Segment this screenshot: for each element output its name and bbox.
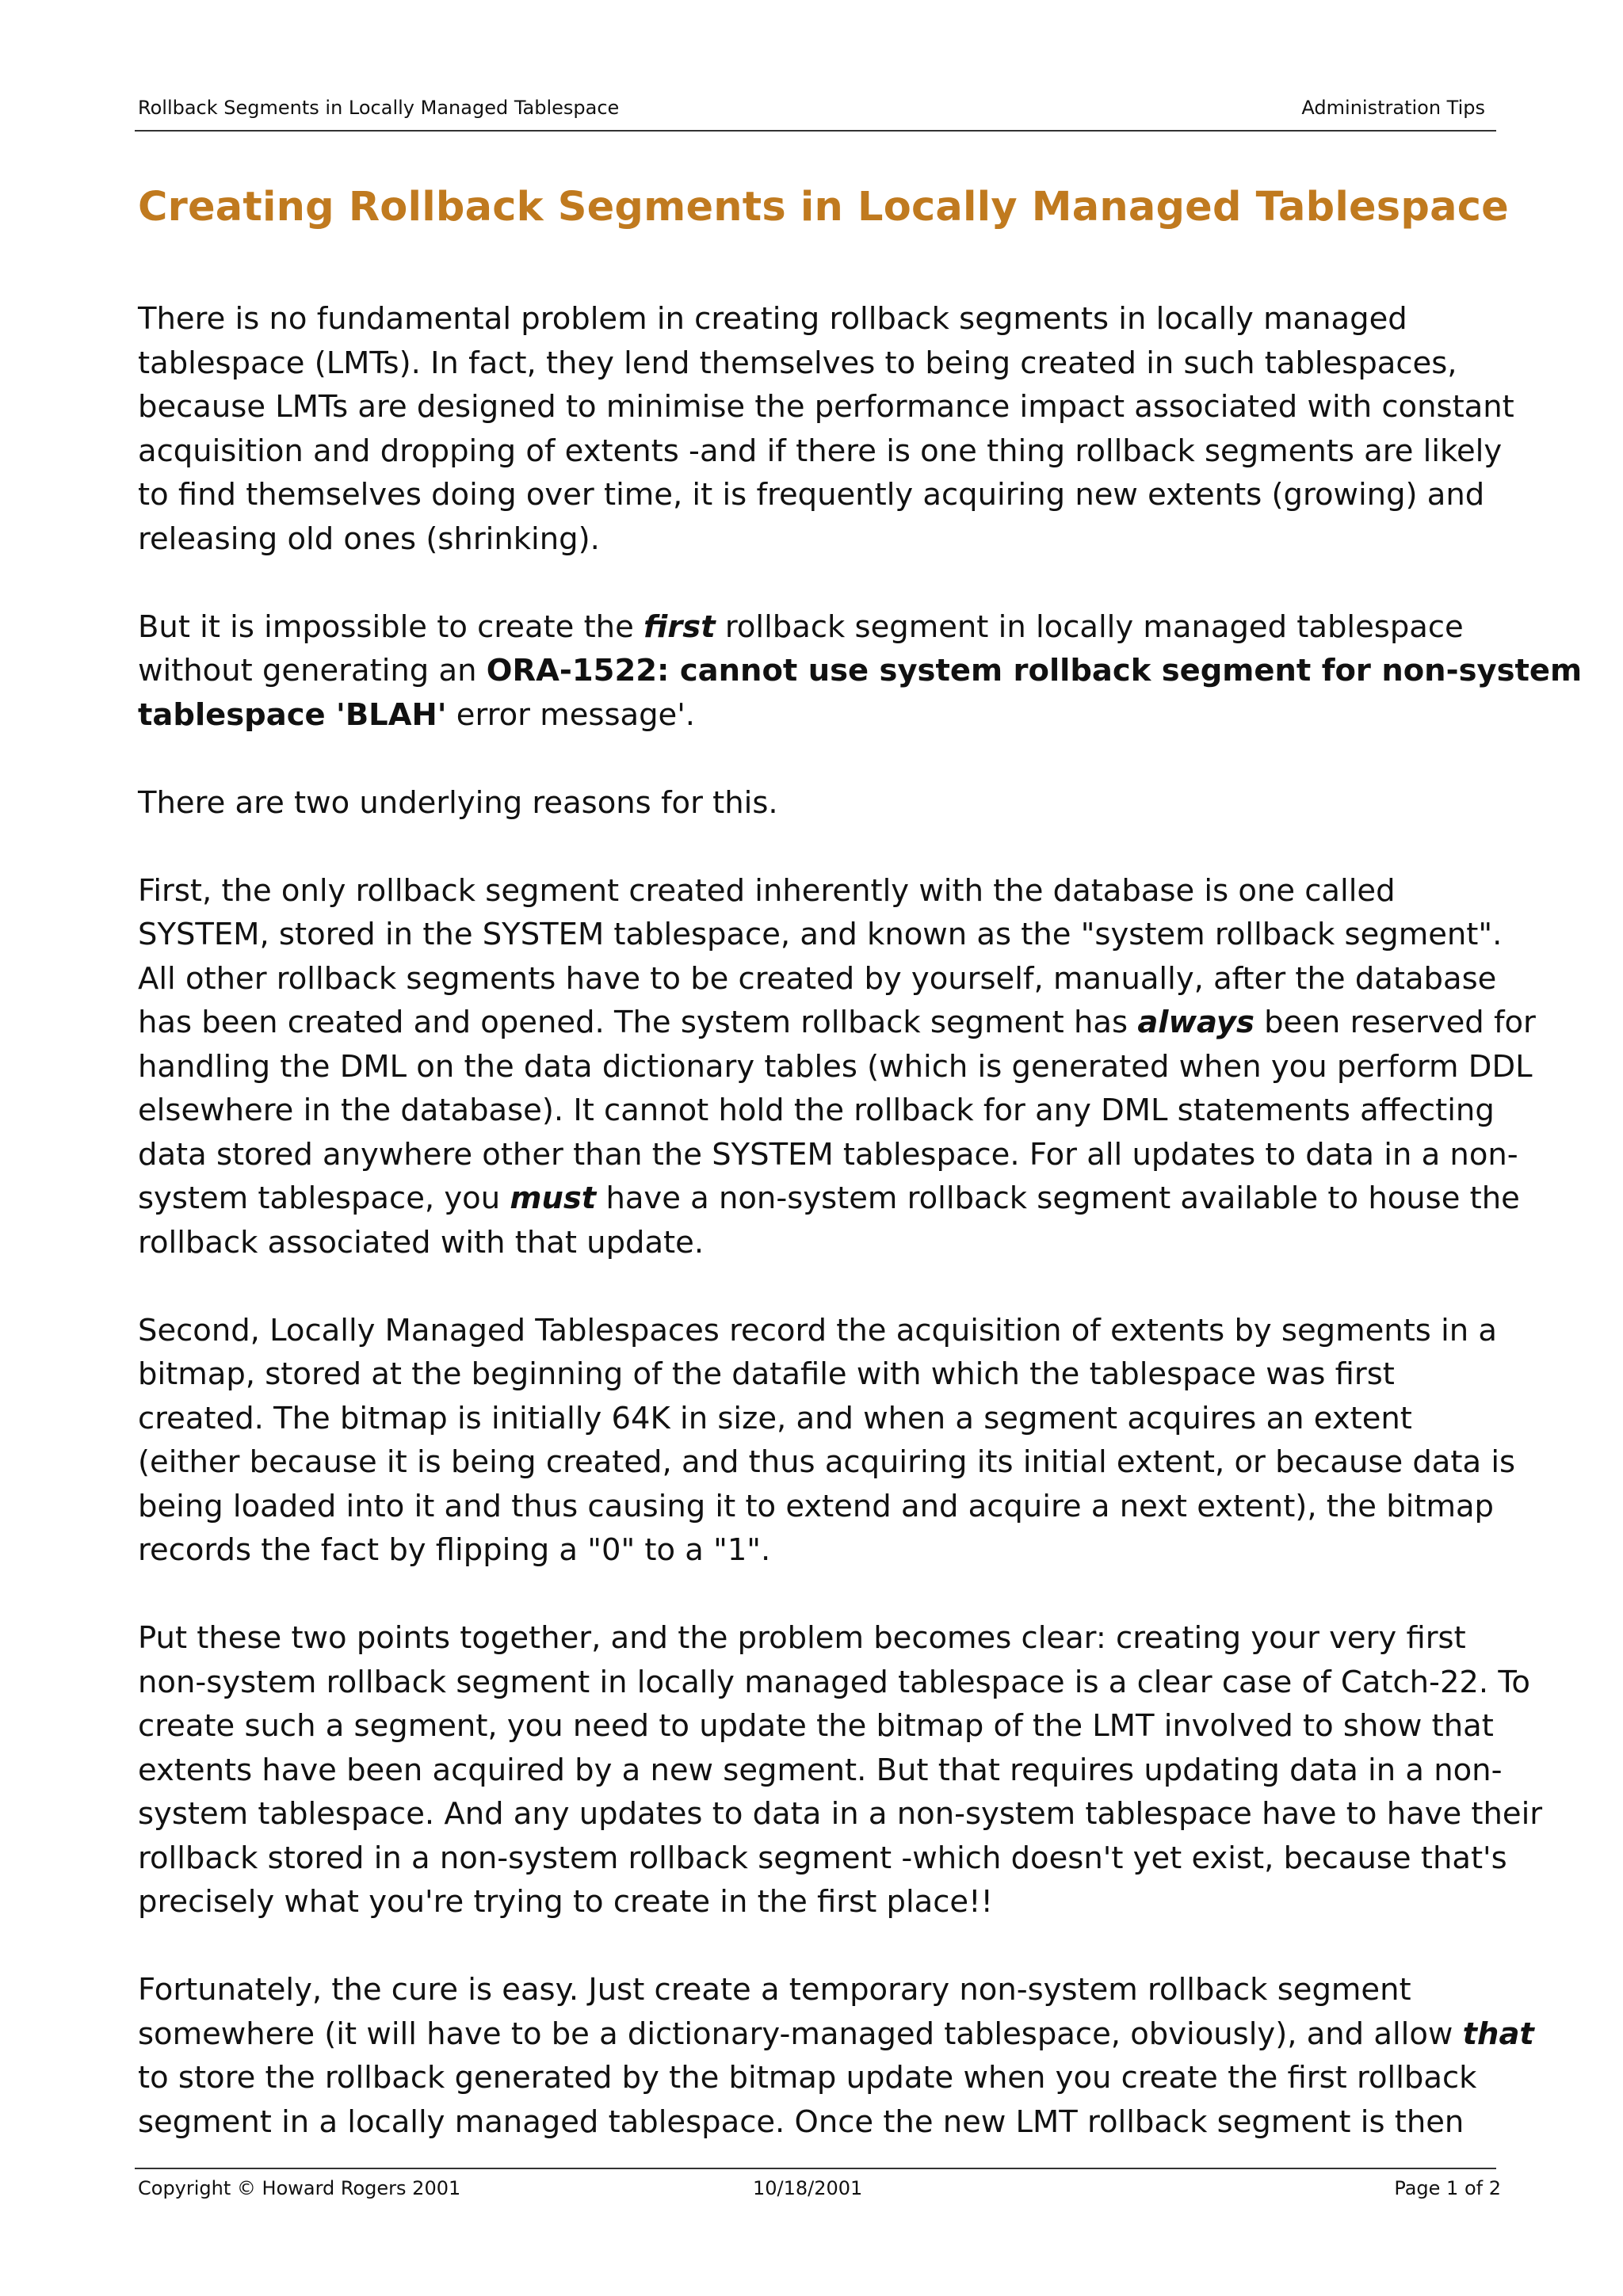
page-header — [135, 93, 1496, 132]
paragraph-6 — [138, 1616, 1543, 1924]
text-line: Fortunately, the cure is easy. Just create a temporary non-system rollback segment — [138, 1972, 1411, 2008]
footer-page-number: Page 1 of 2 — [1394, 2177, 1501, 2199]
text-run: But it is impossible to create the — [138, 608, 643, 645]
error-code-text: ORA-1522: cannot use system rollback segment for non-system — [486, 653, 1583, 688]
text-line: because LMTs are designed to minimise the performance impact associated with constant — [138, 389, 1514, 425]
text-line: acquisition and dropping of extents -and if there is one thing rollback segments are likely — [138, 433, 1503, 469]
paragraph-5 — [138, 1309, 1516, 1573]
header-section-label: Administration Tips — [1301, 97, 1485, 119]
text-line: to store the rollback generated by the bitmap update when you create the first rollback — [138, 2060, 1477, 2096]
text-run: has been created and opened. The system rollback segment has — [138, 1005, 1138, 1040]
text-run: somewhere (it will have to be a dictionary-managed tablespace, obviously), and allow — [138, 2016, 1463, 2052]
text-line: All other rollback segments have to be created by yourself, manually, after the database — [138, 960, 1497, 997]
text-line: to find themselves doing over time, it is frequently acquiring new extents (growing) and — [138, 477, 1485, 513]
text-line: elsewhere in the database). It cannot hold the rollback for any DML statements affecting — [138, 1093, 1495, 1128]
emphasis-always: always — [1137, 1005, 1254, 1040]
text-line — [138, 1001, 1536, 1045]
document-body — [138, 297, 1583, 2188]
text-line — [138, 605, 1501, 650]
text-line: rollback associated with that update. — [138, 1224, 705, 1261]
error-code-text-continued: tablespace 'BLAH' — [138, 696, 447, 733]
text-line: precisely what you're trying to create in the first place!! — [138, 1884, 993, 1920]
text-run: been reserved for — [1254, 1005, 1536, 1040]
footer-copyright: Copyright © Howard Rogers 2001 — [138, 2177, 461, 2199]
emphasis-that: that — [1462, 2016, 1534, 2052]
text-line: (either because it is being created, and thus acquiring its initial extent, or because data is — [138, 1444, 1516, 1480]
emphasis-must: must — [510, 1180, 597, 1216]
text-line: bitmap, stored at the beginning of the datafile with which the tablespace was first — [138, 1356, 1395, 1392]
text-line: handling the DML on the data dictionary tables (which is generated when you perform DDL — [138, 1048, 1533, 1085]
footer-date: 10/18/2001 — [753, 2177, 863, 2199]
paragraph-3 — [138, 781, 1501, 826]
text-line: data stored anywhere other than the SYSTEM tablespace. For all updates to data in a non- — [138, 1136, 1518, 1173]
text-line: First, the only rollback segment created inherently with the database is one called — [138, 872, 1396, 909]
text-run: rollback segment in locally managed tablespace — [715, 608, 1464, 645]
text-line: tablespace (LMTs). In fact, they lend themselves to being created in such tablespaces, — [138, 345, 1457, 381]
text-run: have a non-system rollback segment available to house the — [596, 1180, 1520, 1216]
text-line: records the fact by flipping a "0" to a "1". — [138, 1532, 771, 1568]
text-line — [138, 693, 1501, 738]
header-document-title: Rollback Segments in Locally Managed Tablespace — [138, 97, 620, 119]
paragraph-2 — [138, 605, 1583, 738]
text-line: Put these two points together, and the problem becomes clear: creating your very first — [138, 1620, 1466, 1656]
emphasis-first: first — [643, 608, 716, 645]
text-line: system tablespace. And any updates to data in a non-system tablespace have to have their — [138, 1796, 1543, 1832]
text-line: There are two underlying reasons for this. — [138, 784, 778, 821]
paragraph-4 — [138, 869, 1536, 1265]
page-title: Creating Rollback Segments in Locally Managed Tablespace — [138, 184, 1509, 231]
text-line: create such a segment, you need to update the bitmap of the LMT involved to show that — [138, 1708, 1494, 1744]
text-line: rollback stored in a non-system rollback segment -which doesn't yet exist, because that's — [138, 1840, 1507, 1876]
text-line: SYSTEM, stored in the SYSTEM tablespace, and known as the "system rollback segment". — [138, 917, 1503, 952]
text-line — [138, 1177, 1520, 1221]
text-run: without generating an — [138, 653, 487, 688]
text-line: There is no fundamental problem in creating rollback segments in locally managed — [138, 301, 1407, 337]
text-line: Second, Locally Managed Tablespaces record the acquisition of extents by segments in a — [138, 1312, 1498, 1348]
text-line: non-system rollback segment in locally managed tablespace is a clear case of Catch-22. To — [138, 1664, 1530, 1700]
text-line: being loaded into it and thus causing it to extend and acquire a next extent), the bitmap — [138, 1488, 1494, 1524]
text-line — [138, 2012, 1534, 2057]
paragraph-1 — [138, 297, 1514, 561]
text-line: extents have been acquired by a new segment. But that requires updating data in a non- — [138, 1752, 1503, 1788]
text-line — [138, 649, 1583, 693]
page-footer — [135, 2168, 1501, 2201]
text-line: created. The bitmap is initially 64K in size, and when a segment acquires an extent — [138, 1400, 1412, 1436]
text-line: releasing old ones (shrinking). — [138, 521, 600, 557]
paragraph-7 — [138, 1968, 1534, 2144]
text-run: error message'. — [446, 696, 696, 733]
text-run: system tablespace, you — [138, 1180, 510, 1216]
text-line: segment in a locally managed tablespace. Once the new LMT rollback segment is then — [138, 2103, 1465, 2140]
